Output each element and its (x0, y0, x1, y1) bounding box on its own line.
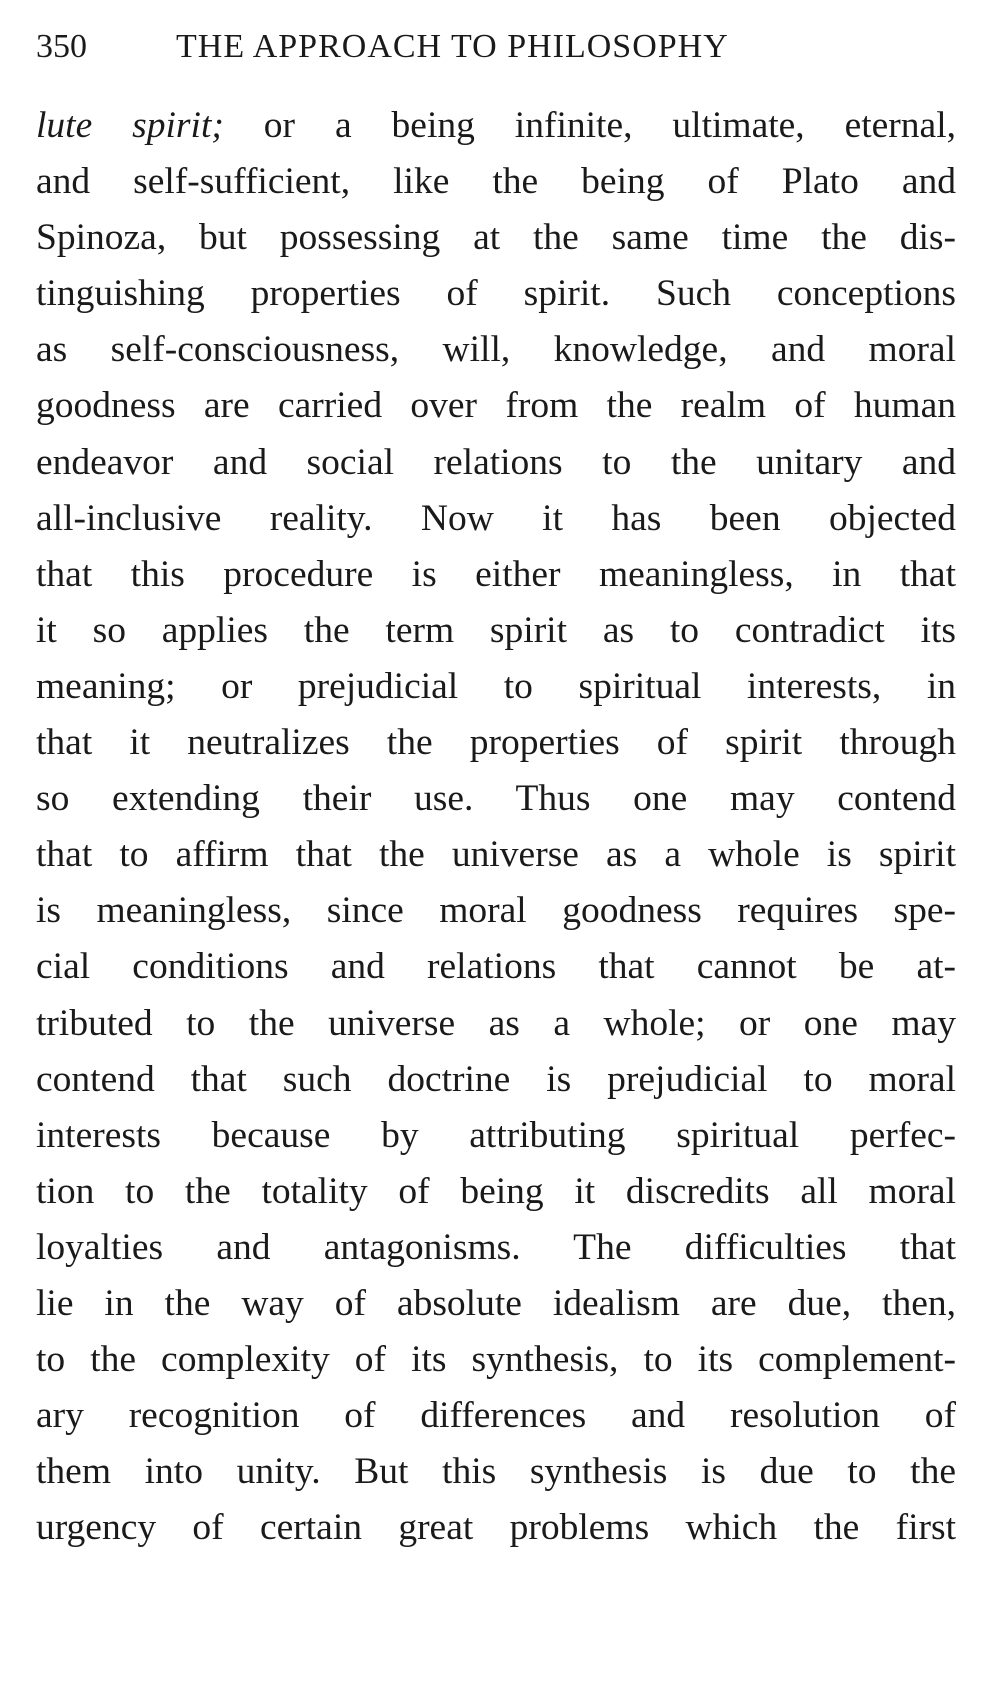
text-line: Spinoza, but possessing at the same time the dis- (36, 217, 956, 259)
italic-fragment: lute spirit; (36, 105, 224, 146)
body-text (36, 98, 956, 1556)
text-line: loyalties and antagonisms. The difficulties that (36, 1226, 956, 1268)
text-line: goodness are carried over from the realm of human (36, 385, 956, 427)
text-line: endeavor and social relations to the unitary and (36, 441, 956, 483)
text-line: lie in the way of absolute idealism are due, then, (36, 1282, 956, 1324)
text-line: tinguishing properties of spirit. Such conceptions (36, 273, 956, 315)
text-line: contend that such doctrine is prejudicial to moral (36, 1058, 956, 1100)
text-line: to the complexity of its synthesis, to its complement- (36, 1339, 956, 1381)
text-line: ary recognition of differences and resolution of (36, 1395, 956, 1437)
running-title: THE APPROACH TO PHILOSOPHY (176, 28, 729, 65)
text-line: meaning; or prejudicial to spiritual interests, in (36, 665, 956, 707)
page-number: 350 (36, 28, 87, 65)
text-fragment: or a being infinite, ultimate, eternal, (223, 105, 956, 146)
text-line (36, 98, 956, 154)
text-line: so extending their use. Thus one may contend (36, 778, 956, 820)
text-line: and self-sufficient, like the being of Plato and (36, 161, 956, 203)
text-line: tributed to the universe as a whole; or one may (36, 1002, 956, 1044)
text-line: them into unity. But this synthesis is due to the (36, 1451, 956, 1493)
text-line: interests because by attributing spiritual perfec- (36, 1114, 956, 1156)
text-line: that this procedure is either meaningless, in that (36, 553, 956, 595)
running-head (36, 22, 956, 72)
text-line: cial conditions and relations that cannot be at- (36, 946, 956, 988)
text-line: that it neutralizes the properties of spirit through (36, 722, 956, 764)
text-line: urgency of certain great problems which the first (36, 1507, 956, 1549)
text-line: as self-consciousness, will, knowledge, and moral (36, 329, 956, 371)
text-line: tion to the totality of being it discredits all moral (36, 1170, 956, 1212)
text-line: that to affirm that the universe as a whole is spirit (36, 834, 956, 876)
text-line: all-inclusive reality. Now it has been objected (36, 497, 956, 539)
text-line: it so applies the term spirit as to contradict its (36, 609, 956, 651)
text-line: is meaningless, since moral goodness requires spe- (36, 890, 956, 932)
